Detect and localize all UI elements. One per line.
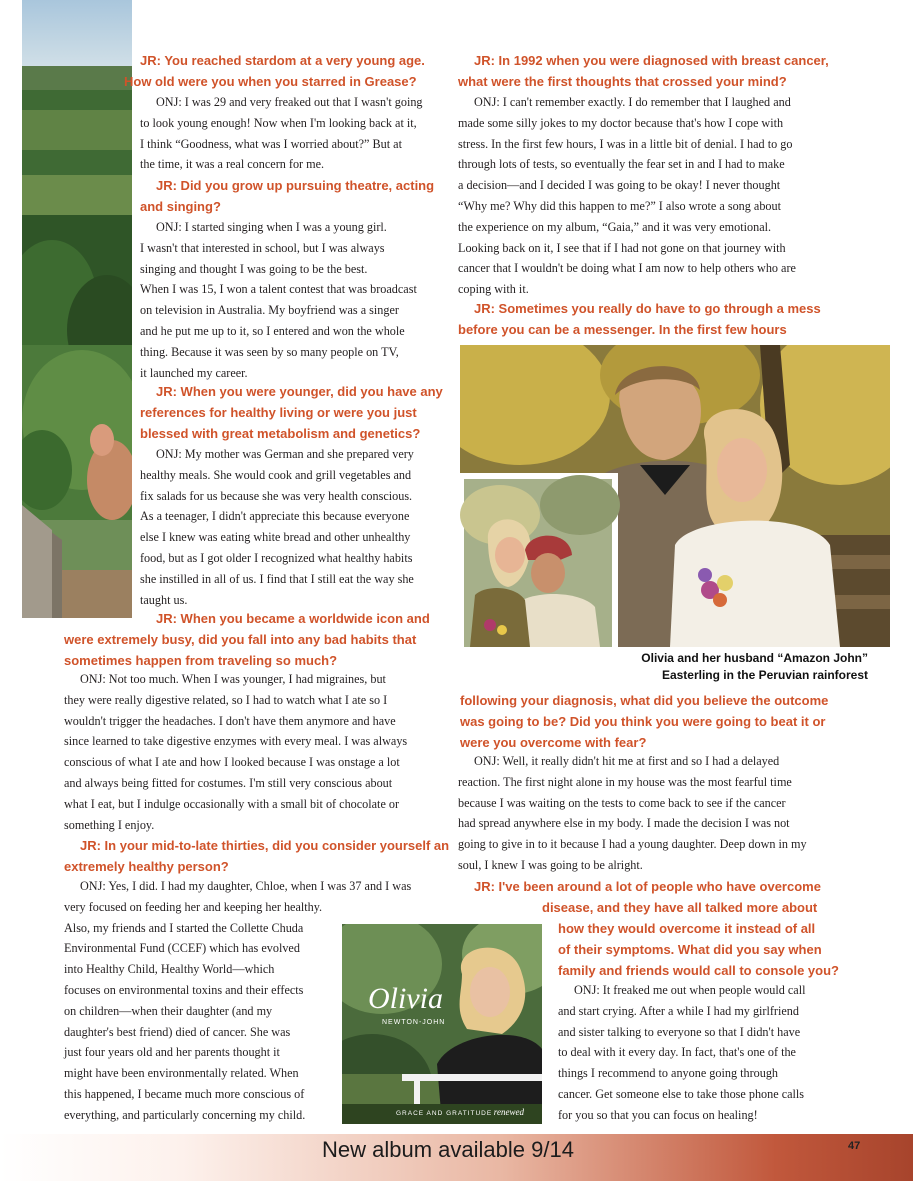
text-line: to deal with it every day. In fact, that's one of the [558, 1045, 796, 1060]
text-line: fix salads for us because she was very health conscious. [140, 488, 413, 503]
text-line: ONJ: I started singing when I was a young girl. [156, 220, 387, 234]
text-line: How old were you when you starred in Grease? [124, 74, 417, 89]
answer-bad-habits [64, 669, 444, 835]
text-line: something I enjoy. [64, 817, 155, 832]
footer-text: New album available 9/14 [322, 1137, 574, 1162]
answer-theatre [140, 217, 445, 383]
text-line: ONJ: Well, it really didn't hit me at first and so I had a delayed [474, 754, 780, 768]
text-line: singing and thought I was going to be the best. [140, 261, 368, 276]
text-line: following your diagnosis, what did you believe the outcome [460, 693, 829, 708]
question-diagnosis [458, 50, 878, 92]
text-line: were extremely busy, did you fall into any bad habits that [64, 632, 417, 647]
text-line: taught us. [140, 592, 188, 607]
text-line: to look young enough! Now when I'm looking back at it, [140, 115, 417, 130]
answer-diagnosis [458, 92, 878, 300]
photo-caption [590, 650, 868, 684]
text-line: and singing? [140, 199, 221, 214]
question-theatre [140, 175, 445, 217]
text-line: JR: You reached stardom at a very young age. [140, 53, 425, 68]
album-subtitle-script: renewed [493, 1107, 524, 1117]
text-line: daughter's best friend) died of cancer. She was [64, 1024, 291, 1039]
text-line: what were the first thoughts that crossed your mind? [458, 74, 787, 89]
text-line: was going to be? Did you think you were going to beat it or [460, 714, 826, 729]
text-line: and sister talking to everyone so that I didn't have [558, 1024, 801, 1039]
text-line: since learned to take digestive enzymes with every meal. I was always [64, 734, 408, 749]
question-console [474, 876, 884, 981]
text-line: food, but as I got older I recognized what healthy habits [140, 550, 413, 565]
text-line: references for healthy living or were you just [140, 405, 417, 420]
text-line: wouldn't trigger the headaches. I don't have them anymore and have [64, 713, 396, 728]
text-line: for you so that you can focus on healing! [558, 1107, 758, 1122]
question-bad-habits [64, 608, 444, 671]
answer-healthy-living [140, 444, 445, 610]
text-line: the time, it was a real concern for me. [140, 157, 325, 172]
text-line: When I was 15, I won a talent contest that was broadcast [140, 282, 417, 297]
text-line: cancer that I wouldn't be doing what I am now to help others who are [458, 261, 796, 276]
text-line: might have been environmentally related. When [64, 1066, 299, 1081]
text-line: else I knew was eating white bread and other unhealthy [140, 530, 411, 545]
question-thirties [64, 835, 450, 877]
text-line: Looking back on it, I see that if I had not gone on that journey with [458, 240, 786, 255]
text-line: I think “Goodness, what was I worried about?” But at [140, 136, 402, 151]
text-line: and start crying. After a while I had my girlfriend [558, 1003, 799, 1018]
text-line: ONJ: I can't remember exactly. I do remember that I laughed and [474, 95, 791, 109]
text-line: conscious of what I ate and how I looked because I was onstage a lot [64, 755, 400, 770]
answer-outcome [458, 751, 878, 876]
text-line: sometimes happen from traveling so much? [64, 653, 338, 668]
text-line: healthy meals. She would cook and grill vegetables and [140, 467, 412, 482]
text-line: thing. Because it was seen by so many people on TV, [140, 344, 399, 359]
text-line: and always being fitted for costumes. I'm still very conscious about [64, 775, 393, 790]
text-line: Environmental Fund (CCEF) which has evolved [64, 941, 300, 956]
text-line: and he put me up to it, so I entered and won the whole [140, 323, 405, 338]
text-line: stress. In the first few hours, I was in a little bit of denial. I had to go [458, 136, 793, 151]
text-line: ONJ: Not too much. When I was younger, I had migraines, but [80, 672, 386, 686]
text-line: extremely healthy person? [64, 859, 229, 874]
text-line: going to give in to it because I had a young daughter. Deep down in my [458, 837, 807, 852]
text-line: because I was waiting on the tests to come back to see if the cancer [458, 795, 786, 810]
text-line: JR: In 1992 when you were diagnosed with breast cancer, [474, 53, 829, 68]
text-line: through lots of tests, so eventually the fear set in and I had to make [458, 157, 785, 172]
text-line: coping with it. [458, 282, 529, 297]
text-line: what I eat, but I indulge occasionally with a small bit of chocolate or [64, 796, 400, 811]
text-line: JR: When you became a worldwide icon and [156, 611, 430, 626]
question-healthy-living [140, 381, 445, 444]
text-line: I wasn't that interested in school, but I was always [140, 240, 385, 255]
text-line: JR: When you were younger, did you have any [156, 384, 443, 399]
text-line: ONJ: My mother was German and she prepared very [156, 447, 414, 461]
text-line: soul, I knew I was going to be alright. [458, 857, 643, 872]
text-line: on children—when their daughter (and my [64, 1003, 273, 1018]
question-stardom [124, 50, 460, 92]
text-line: ONJ: I was 29 and very freaked out that I wasn't going [156, 95, 423, 109]
landscape-photo [22, 0, 132, 618]
answer-console [558, 980, 878, 1126]
text-line: a decision—and I decided I was going to be okay! I never thought [458, 178, 781, 193]
text-line: before you can be a messenger. In the first few hours [458, 322, 787, 337]
text-line: “Why me? Why did this happen to me?” I also wrote a song about [458, 198, 781, 213]
text-line: focuses on environmental toxins and their effects [64, 982, 304, 997]
text-line: JR: I've been around a lot of people who have overcome [474, 879, 821, 894]
text-line: Also, my friends and I started the Collette Chuda [64, 920, 304, 935]
answer-stardom [140, 92, 445, 175]
text-line: JR: In your mid-to-late thirties, did you consider yourself an [80, 838, 450, 853]
text-line: it launched my career. [140, 365, 248, 380]
text-line: As a teenager, I didn't appreciate this because everyone [140, 509, 410, 524]
album-artist: NEWTON-JOHN [382, 1019, 446, 1026]
text-line: blessed with great metabolism and genetics? [140, 426, 421, 441]
text-line: just four years old and her parents thought it [64, 1045, 280, 1060]
text-line: were you overcome with fear? [460, 735, 647, 750]
album-subtitle [396, 1107, 524, 1117]
text-line: had spread anywhere else in my body. I made the decision I was not [458, 816, 790, 831]
text-line: Easterling in the Peruvian rainforest [661, 668, 868, 682]
text-line: she instilled in all of us. I find that I still eat the way she [140, 571, 414, 586]
album-title: Olivia [368, 982, 443, 1015]
text-line: how they would overcome it instead of all [558, 921, 816, 936]
text-line: things I recommend to anyone going through [558, 1066, 779, 1081]
text-line: Olivia and her husband “Amazon John” [641, 651, 868, 665]
text-line: ONJ: Yes, I did. I had my daughter, Chloe, when I was 37 and I was [80, 879, 412, 893]
question-messenger [458, 298, 878, 340]
page-number: 47 [848, 1140, 861, 1152]
text-line: made some silly jokes to my doctor because that's how I cope with [458, 115, 784, 130]
couple-photo-art [460, 345, 890, 647]
text-line: reaction. The first night alone in my house was the most fearful time [458, 774, 792, 789]
album-subtitle-caps: GRACE AND GRATITUDE [396, 1110, 493, 1117]
text-line: on television in Australia. My boyfriend was a singer [140, 303, 399, 318]
text-line: disease, and they have all talked more about [542, 900, 818, 915]
text-line: of their symptoms. What did you say when [558, 942, 822, 957]
text-line: JR: Sometimes you really do have to go through a mess [474, 301, 821, 316]
text-line: ONJ: It freaked me out when people would call [574, 983, 806, 997]
text-line: into Healthy Child, Healthy World—which [64, 962, 275, 977]
text-line: cancer. Get someone else to take those phone calls [558, 1086, 805, 1101]
couple-photo [460, 345, 890, 647]
question-outcome [460, 690, 880, 753]
text-line: the experience on my album, “Gaia,” and it was very emotional. [458, 219, 772, 234]
landscape-photo-art [22, 0, 132, 618]
text-line: very focused on feeding her and keeping her healthy. [64, 899, 323, 914]
text-line: they were really digestive related, so I had to watch what I ate so I [64, 692, 388, 707]
text-line: everything, and particularly concerning my child. [64, 1107, 306, 1122]
text-line: family and friends would call to console you? [558, 963, 839, 978]
text-line: this happened, I became much more conscious of [64, 1086, 305, 1101]
text-line: JR: Did you grow up pursuing theatre, acting [156, 178, 435, 193]
